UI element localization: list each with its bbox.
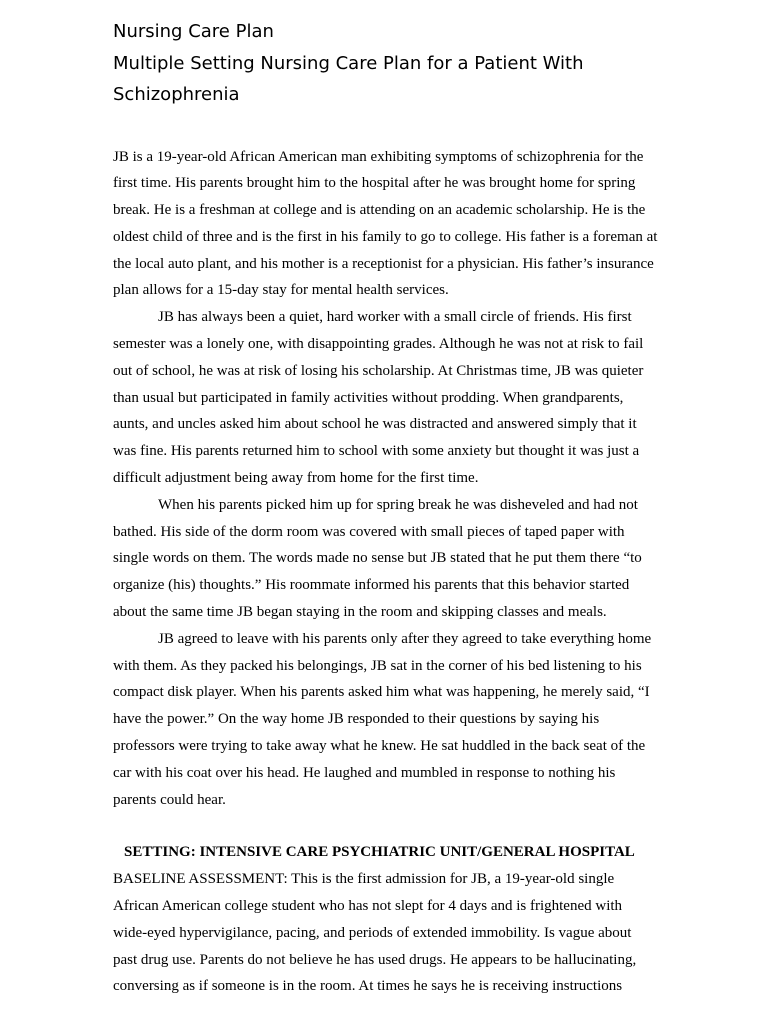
document-body (113, 144, 658, 1001)
paragraph-intro: JB is a 19-year-old African American man exhibiting symptoms of schizophrenia for the first time. His parents brought him to the hospital after he was brought home for spring break. He is a freshman at college and is attending on an academic scholarship. He is the oldest child of three and is the first in his family to go to college. His father is a foreman at the local auto plant, and his mother is a receptionist for a physician. His father’s insurance plan allows for a 15-day stay for mental health services. (113, 148, 658, 299)
paragraph-spring-break: When his parents picked him up for spring break he was disheveled and had not bathed. His side of the dorm room was covered with small pieces of taped paper with single words on them. The words made no sense but JB stated that he put them there “to organize (his) thoughts.” His roommate informed his parents that this behavior started about the same time JB began staying in the room and skipping classes and meals. (113, 496, 642, 621)
setting-heading: SETTING: INTENSIVE CARE PSYCHIATRIC UNIT/GENERAL HOSPITAL (124, 844, 635, 861)
document-page (113, 16, 658, 1000)
paragraph-trip-home: JB agreed to leave with his parents only after they agreed to take everything home with them. As they packed his belongings, JB sat in the corner of his bed listening to his compact disk player. When his parents asked him what was happening, he merely said, “I have the power.” On the way home JB responded to their questions by saying his professors were trying to take away what he knew. He sat huddled in the back seat of the car with his coat over his head. He laughed and mumbled in response to nothing his parents could hear. (113, 630, 652, 808)
document-subtitle-line-2: Schizophrenia (113, 84, 240, 105)
document-title: Nursing Care Plan (113, 21, 274, 42)
document-subtitle-line-1: Multiple Setting Nursing Care Plan for a Patient With (113, 52, 584, 74)
baseline-assessment: BASELINE ASSESSMENT: This is the first admission for JB, a 19-year-old single African American college student who has not slept for 4 days and is frightened with wide-eyed hypervigilance, pacing, and periods of extended immobility. Is vague about past drug use. Parents do not believe he has used drugs. He appears to be hallucinating, conversing as if someone is in the room. At times he says he is receiving instructions (113, 871, 637, 995)
paragraph-background: JB has always been a quiet, hard worker with a small circle of friends. His first semester was a lonely one, with disappointing grades. Although he was not at risk to fail out of school, he was at risk of losing his scholarship. At Christmas time, JB was quieter than usual but participated in family activities without prodding. When grandparents, aunts, and uncles asked him about school he was distracted and answered simply that it was fine. His parents returned him to school with some anxiety but thought it was just a difficult adjustment being away from home for the first time. (113, 309, 644, 487)
